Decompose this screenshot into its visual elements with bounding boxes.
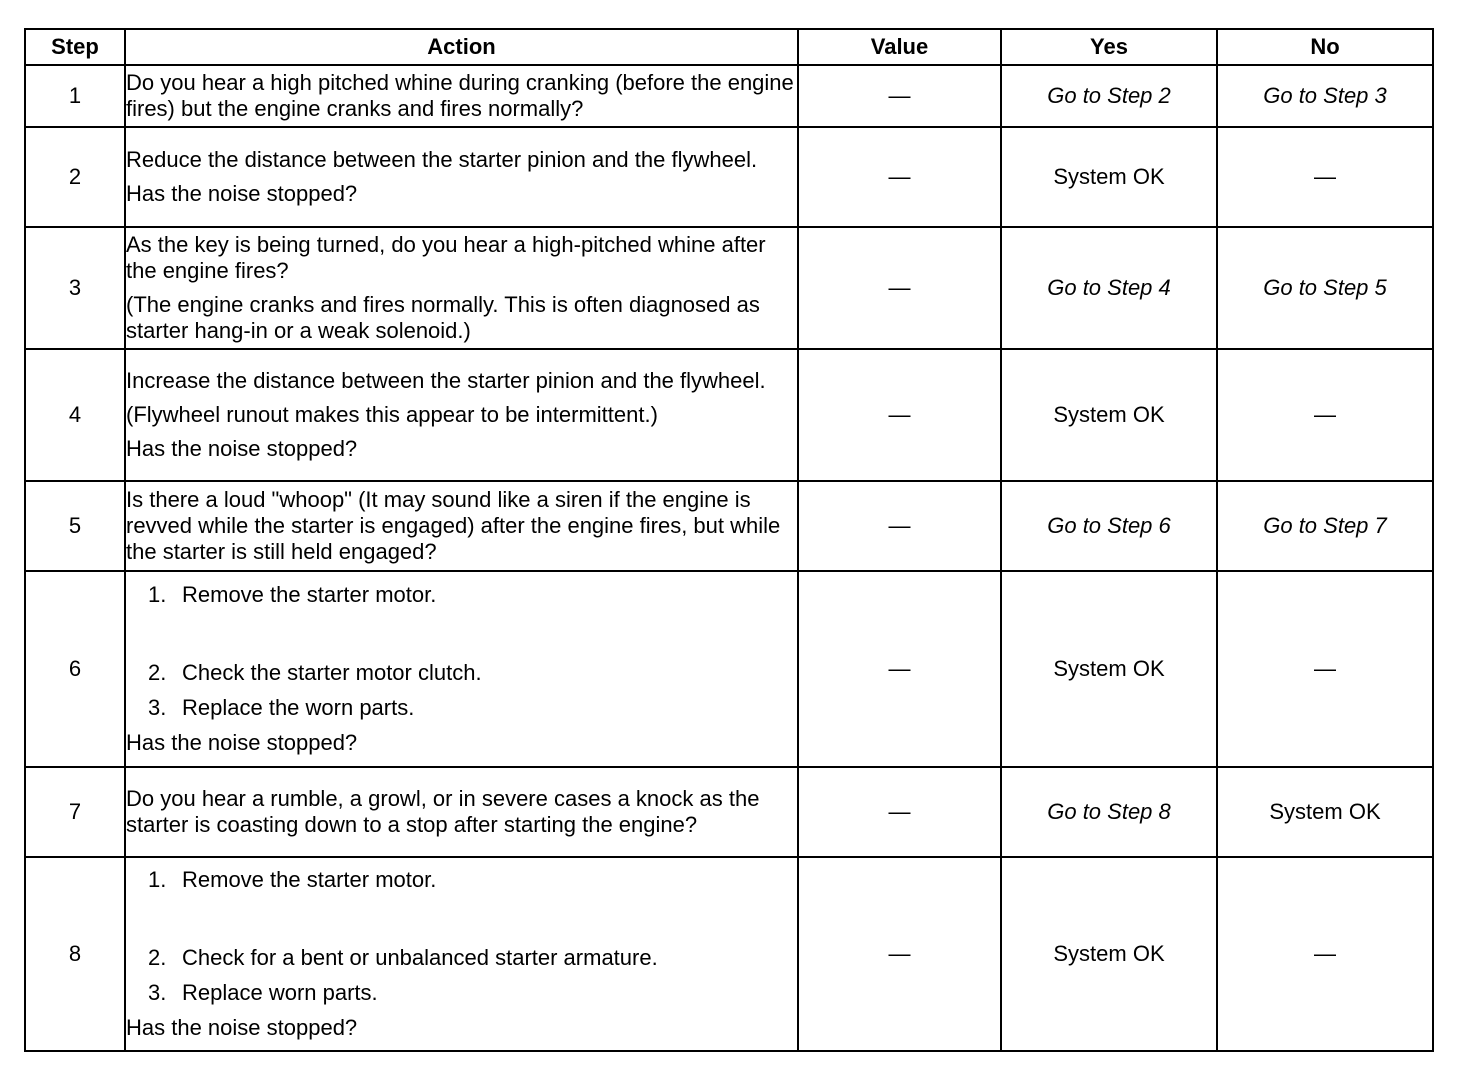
diagnostic-table-container — [24, 28, 1434, 1052]
value-cell: — — [798, 857, 1001, 1051]
list-number: 1. — [148, 582, 167, 607]
yes-cell: System OK — [1001, 857, 1217, 1051]
action-question: Has the noise stopped? — [126, 436, 358, 461]
action-text: Increase the distance between the starter pinion and the flywheel. — [126, 368, 766, 393]
list-text: Remove the starter motor. — [182, 582, 437, 607]
action-note: (Flywheel runout makes this appear to be intermittent.) — [126, 402, 658, 427]
step-number: 1 — [25, 65, 125, 127]
step-number: 2 — [25, 127, 125, 227]
list-item — [126, 582, 797, 608]
list-number: 1. — [148, 867, 167, 892]
table-row — [25, 767, 1433, 857]
step-number: 8 — [25, 857, 125, 1051]
table-row — [25, 65, 1433, 127]
no-cell: — — [1217, 349, 1433, 481]
value-cell: — — [798, 65, 1001, 127]
header-step: Step — [25, 29, 125, 65]
yes-cell: Go to Step 2 — [1001, 65, 1217, 127]
yes-cell: System OK — [1001, 571, 1217, 767]
action-question: Has the noise stopped? — [126, 1015, 358, 1040]
list-text: Check for a bent or unbalanced starter armature. — [182, 945, 658, 970]
diagnostic-table — [24, 28, 1434, 1052]
list-item — [126, 660, 797, 686]
yes-cell: Go to Step 6 — [1001, 481, 1217, 571]
table-row — [25, 349, 1433, 481]
yes-cell: System OK — [1001, 349, 1217, 481]
header-value: Value — [798, 29, 1001, 65]
action-cell — [125, 571, 798, 767]
list-item — [126, 695, 797, 721]
list-number: 2. — [148, 660, 167, 685]
action-cell — [125, 349, 798, 481]
action-question: Has the noise stopped? — [126, 730, 358, 755]
action-cell — [125, 767, 798, 857]
list-number: 3. — [148, 695, 167, 720]
step-number: 7 — [25, 767, 125, 857]
action-cell — [125, 65, 798, 127]
step-number: 3 — [25, 227, 125, 349]
step-number: 6 — [25, 571, 125, 767]
no-cell: Go to Step 7 — [1217, 481, 1433, 571]
no-cell: — — [1217, 571, 1433, 767]
list-text: Check the starter motor clutch. — [182, 660, 482, 685]
action-text: As the key is being turned, do you hear a high-pitched whine after the engine fires? — [126, 232, 766, 283]
table-row — [25, 481, 1433, 571]
yes-cell: Go to Step 8 — [1001, 767, 1217, 857]
action-text: Do you hear a rumble, a growl, or in severe cases a knock as the starter is coasting down to a stop after starting the engine? — [126, 786, 760, 837]
list-text: Remove the starter motor. — [182, 867, 437, 892]
list-item — [126, 980, 797, 1006]
no-cell: System OK — [1217, 767, 1433, 857]
action-cell — [125, 127, 798, 227]
yes-cell: Go to Step 4 — [1001, 227, 1217, 349]
list-number: 3. — [148, 980, 167, 1005]
table-row — [25, 857, 1433, 1051]
action-text: Is there a loud "whoop" (It may sound like a siren if the engine is revved while the starter is engaged) after the engine fires, but while the starter is still held engaged? — [126, 487, 781, 564]
no-cell: — — [1217, 127, 1433, 227]
action-note: (The engine cranks and fires normally. This is often diagnosed as starter hang-in or a weak solenoid.) — [126, 292, 760, 343]
value-cell: — — [798, 127, 1001, 227]
list-text: Replace the worn parts. — [182, 695, 415, 720]
value-cell: — — [798, 227, 1001, 349]
list-item — [126, 867, 797, 893]
list-number: 2. — [148, 945, 167, 970]
yes-cell: System OK — [1001, 127, 1217, 227]
value-cell: — — [798, 767, 1001, 857]
action-question: Has the noise stopped? — [126, 181, 358, 206]
step-number: 4 — [25, 349, 125, 481]
no-cell: — — [1217, 857, 1433, 1051]
header-no: No — [1217, 29, 1433, 65]
table-row — [25, 127, 1433, 227]
list-text: Replace worn parts. — [182, 980, 378, 1005]
action-cell — [125, 857, 798, 1051]
no-cell: Go to Step 5 — [1217, 227, 1433, 349]
table-row — [25, 227, 1433, 349]
action-text: Do you hear a high pitched whine during cranking (before the engine fires) but the engine cranks and fires normally? — [126, 70, 794, 121]
header-row — [25, 29, 1433, 65]
action-cell — [125, 481, 798, 571]
header-yes: Yes — [1001, 29, 1217, 65]
value-cell: — — [798, 571, 1001, 767]
step-number: 5 — [25, 481, 125, 571]
table-row — [25, 571, 1433, 767]
header-action: Action — [125, 29, 798, 65]
list-item — [126, 945, 797, 971]
action-cell — [125, 227, 798, 349]
value-cell: — — [798, 349, 1001, 481]
action-text: Reduce the distance between the starter pinion and the flywheel. — [126, 147, 758, 172]
value-cell: — — [798, 481, 1001, 571]
no-cell: Go to Step 3 — [1217, 65, 1433, 127]
